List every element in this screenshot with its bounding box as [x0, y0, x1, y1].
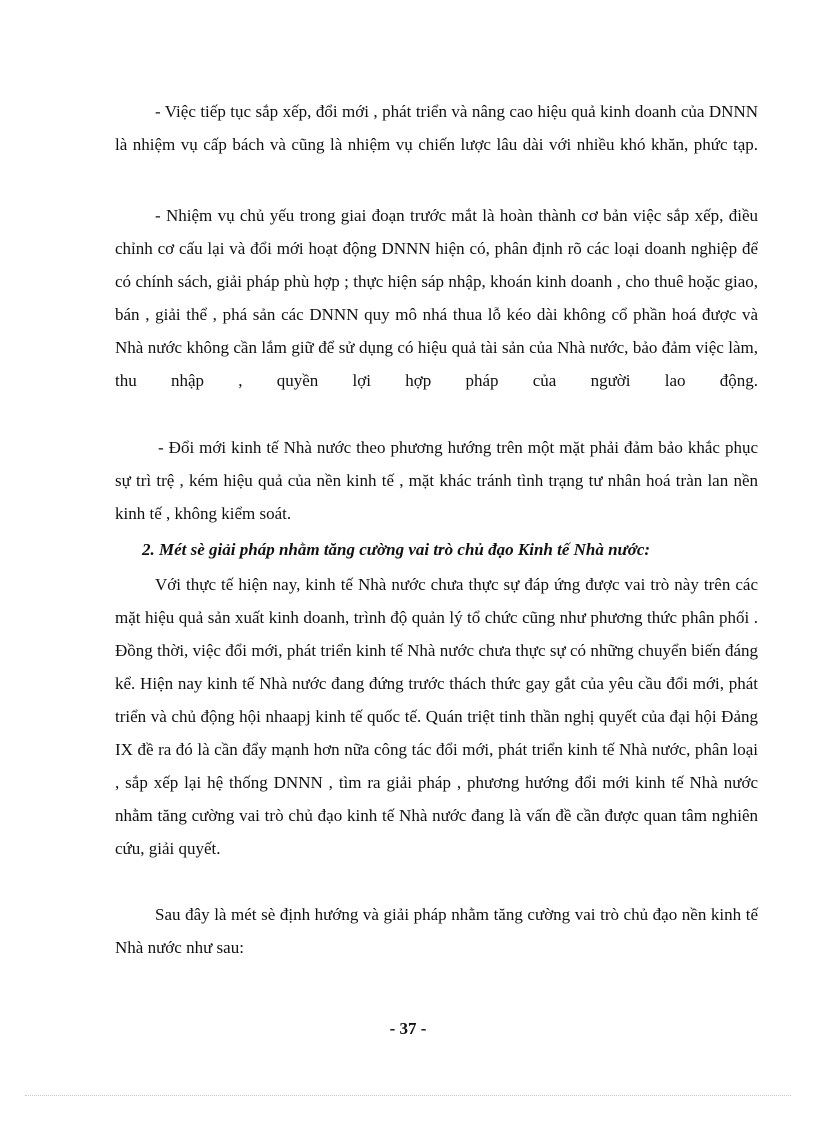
section-heading-block — [115, 533, 758, 566]
paragraph-dnnn-task: - Việc tiếp tục sắp xếp, đổi mới , phát triển và nâng cao hiệu quả kinh doanh của DNNN là nhiệm vụ cấp bách và cũng là nhiệm vụ chiến lược lâu dài với nhiều khó khăn, phức tạp. — [115, 102, 758, 154]
paragraph-reform: - Đổi mới kinh tế Nhà nước theo phương hướng trên một mặt phải đảm bảo khắc phục sự trì trệ , kém hiệu quả của nền kinh tế , mặt khác tránh tình trạng tư nhân hoá tràn lan nền kinh tế , không kiểm soát. — [115, 438, 758, 523]
paragraph-block-5 — [115, 898, 758, 964]
paragraph-block-3 — [115, 431, 758, 530]
paragraph-block-1 — [115, 95, 758, 161]
section-heading: 2. Mét sè giải pháp nhằm tăng cường vai trò chủ đạo Kinh tế Nhà nước: — [142, 540, 651, 559]
page-number: - 37 - — [389, 1019, 427, 1038]
paragraph-block-2 — [115, 199, 758, 397]
paragraph-current-situation: Với thực tế hiện nay, kinh tế Nhà nước chưa thực sự đáp ứng được vai trò này trên các mặt hiệu quả sản xuất kinh doanh, trình độ quản lý tổ chức cũng như phương thức phân phối . Đồng thời, việc đổi mới, phát triển kinh tế Nhà nước chưa thực sự có những chuyển biến đáng kể. Hiện nay kinh tế Nhà nước đang đứng trước thách thức gay gắt của yêu cầu đổi mới, phát triển và chủ động hội nhaapj kinh tế quốc tế. Quán triệt tinh thần nghị quyết của đại hội Đảng IX đề ra đó là cần đẩy mạnh hơn nữa công tác đổi mới, phát triển kinh tế Nhà nước, phân loại , sắp xếp lại hệ thống DNNN , tìm ra giải pháp , phương hướng đổi mới kinh tế Nhà nước nhằm tăng cường vai trò chủ đạo kinh tế Nhà nước đang là vấn đề cần được quan tâm nghiên cứu, giải quyết. — [115, 575, 758, 858]
paragraph-intro-solutions: Sau đây là mét sè định hướng và giải pháp nhằm tăng cường vai trò chủ đạo nền kinh tế Nhà nước như sau: — [115, 905, 758, 957]
footer-divider — [25, 1095, 791, 1096]
paragraph-block-4 — [115, 568, 758, 865]
paragraph-main-task: - Nhiệm vụ chủ yếu trong giai đoạn trước mắt là hoàn thành cơ bản việc sắp xếp, điều chỉnh cơ cấu lại và đổi mới hoạt động DNNN hiện có, phân định rõ các loại doanh nghiệp để có chính sách, giải pháp phù hợp ; thực hiện sáp nhập, khoán kinh doanh , cho thuê hoặc giao, bán , giải thể , phá sản các DNNN quy mô nhá thua lỗ kéo dài không cổ phần hoá được và Nhà nước không cần lắm giữ để sử dụng có hiệu quả tài sản của Nhà nước, bảo đảm việc làm, thu nhập , quyền lợi hợp pháp của người lao động. — [115, 206, 758, 390]
